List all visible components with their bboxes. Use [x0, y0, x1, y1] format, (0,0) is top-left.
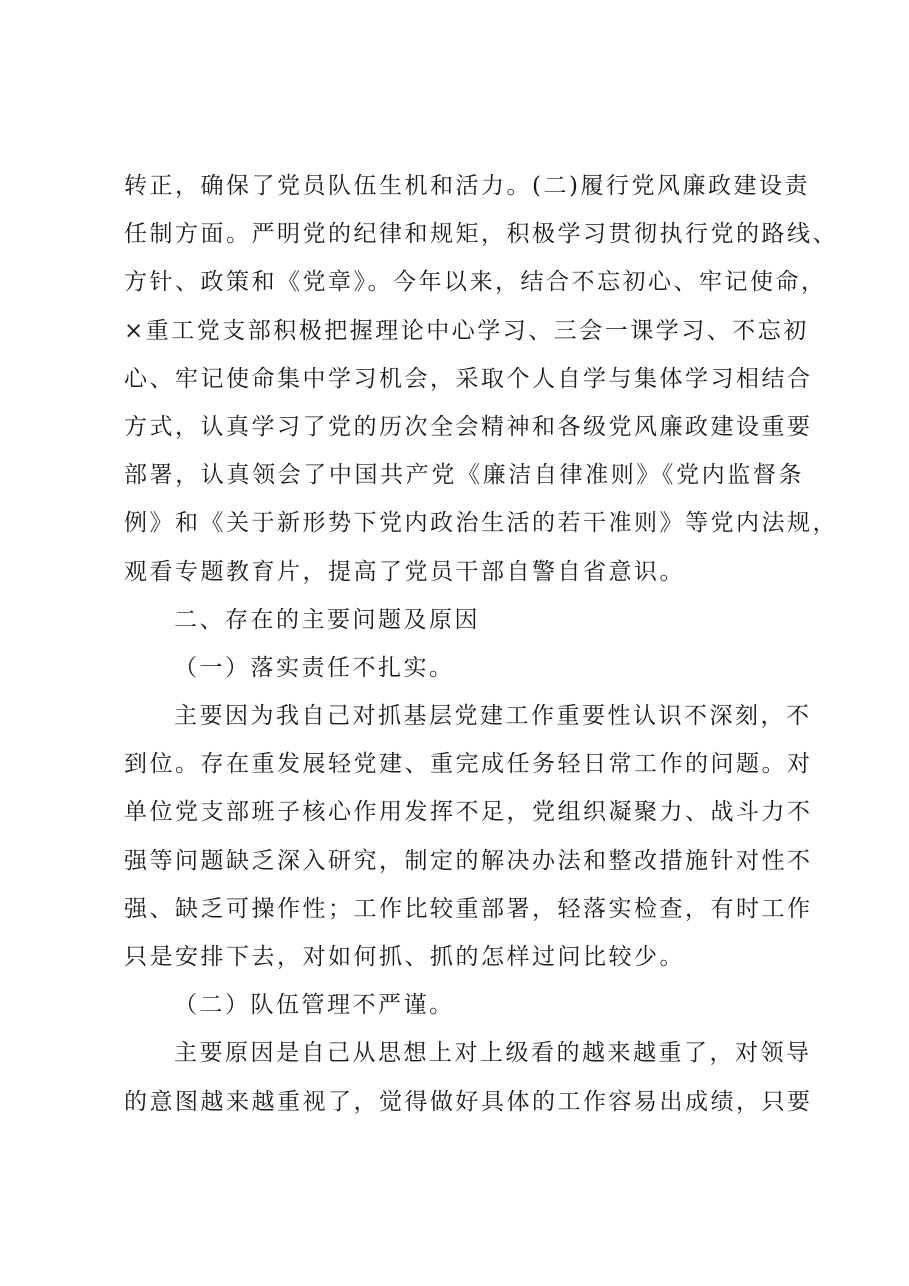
- paragraph-line: 方针、政策和《党章》。今年以来，结合不忘初心、牢记使命，: [124, 269, 827, 296]
- paragraph-line: 到位。存在重发展轻党建、重完成任务轻日常工作的问题。对: [124, 751, 813, 778]
- paragraph-line: 任制方面。严明党的纪律和规矩，积极学习贯彻执行党的路线、: [124, 221, 838, 248]
- paragraph-line: 主要原因是自己从思想上对上级看的越来越重了，对领导: [174, 1040, 812, 1067]
- paragraph-line: 强等问题缺乏深入研究，制定的解决办法和整改措施针对性不: [124, 847, 813, 874]
- paragraph-line: 方式，认真学习了党的历次全会精神和各级党风廉政建设重要: [124, 413, 813, 440]
- paragraph-line: 观看专题教育片，提高了党员干部自警自省意识。: [124, 558, 685, 585]
- paragraph-line: ×重工党支部积极把握理论中心学习、三会一课学习、不忘初: [124, 317, 809, 344]
- paragraph-line: 心、牢记使命集中学习机会，采取个人自学与集体学习相结合: [124, 365, 813, 392]
- paragraph-line: 转正，确保了党员队伍生机和活力。(二)履行党风廉政建设责: [124, 173, 810, 199]
- paragraph-line: 例》和《关于新形势下党内政治生活的若干准则》等党内法规，: [124, 510, 838, 537]
- document-body: [124, 162, 838, 1126]
- paragraph-line: 主要因为我自己对抓基层党建工作重要性认识不深刻，不: [174, 703, 812, 730]
- subsection-heading: （二）队伍管理不严谨。: [174, 992, 455, 1019]
- paragraph-line: 强、缺乏可操作性；工作比较重部署，轻落实检查，有时工作: [124, 895, 813, 922]
- paragraph-line: 的意图越来越重视了，觉得做好具体的工作容易出成绩，只要: [124, 1088, 813, 1115]
- paragraph-line: 单位党支部班子核心作用发挥不足，党组织凝聚力、战斗力不: [124, 799, 813, 826]
- section-heading: 二、存在的主要问题及原因: [174, 606, 480, 633]
- paragraph-line: 只是安排下去，对如何抓、抓的怎样过问比较少。: [124, 944, 685, 970]
- paragraph-line: 部署，认真领会了中国共产党《廉洁自律准则》《党内监督条: [124, 462, 804, 489]
- subsection-heading: （一）落实责任不扎实。: [174, 654, 455, 681]
